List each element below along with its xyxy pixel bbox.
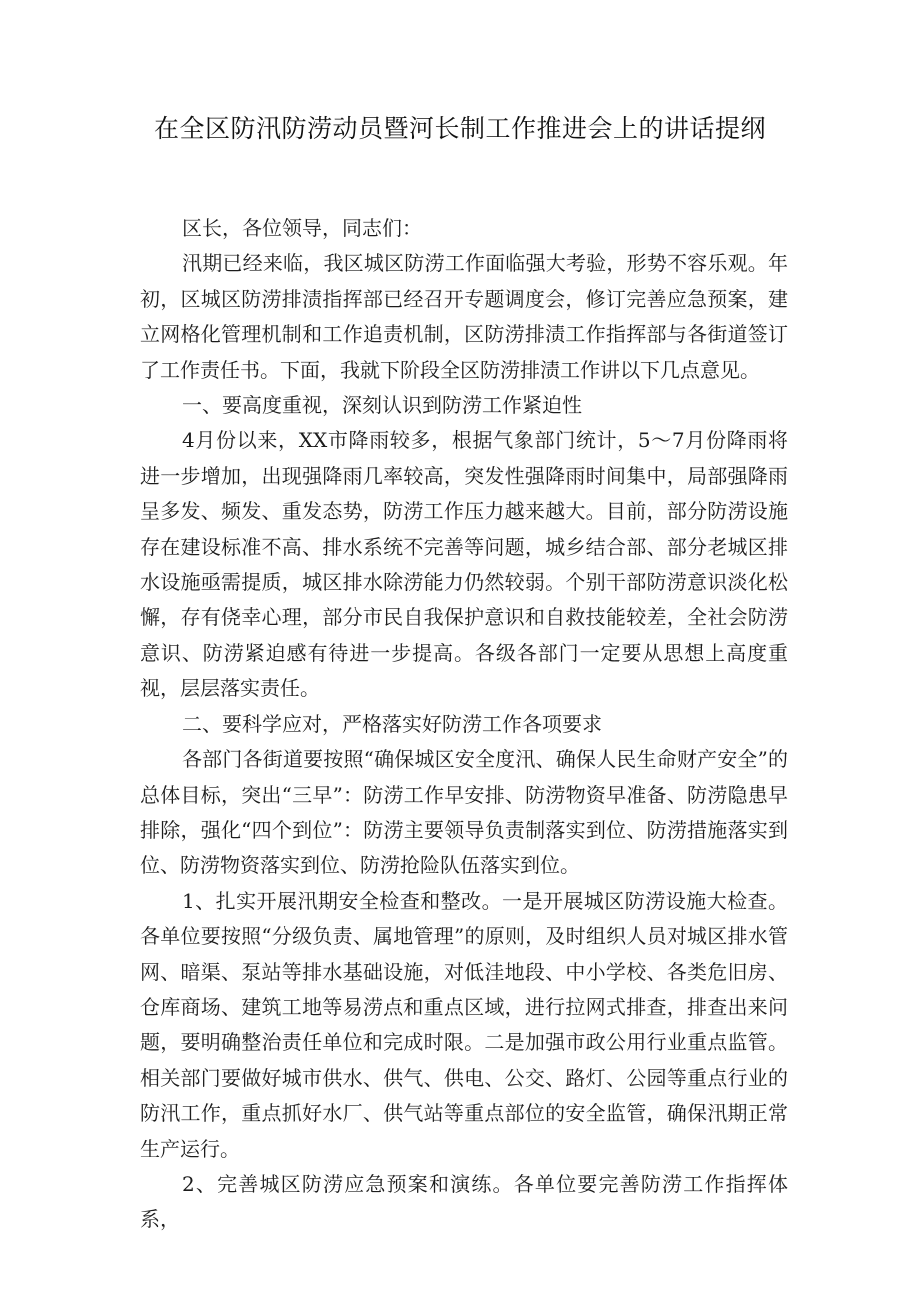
section-2-paragraph: 各部门各街道要按照“确保城区安全度汛、确保人民生命财产安全”的总体目标，突出“三早”：防涝工作早安排、防涝物资早准备、防涝隐患早排除，强化“四个到位”：防涝主要领导负责制落实到位、防涝措施落实到位、防涝物资落实到位、防涝抢险队伍落实到位。 — [140, 747, 788, 878]
section-heading-2: 二、要科学应对，严格落实好防涝工作各项要求 — [182, 711, 602, 736]
item-1-paragraph: 1、扎实开展汛期安全检查和整改。一是开展城区防涝设施大检查。各单位要按照“分级负责、属地管理”的原则，及时组织人员对城区排水管网、暗渠、泵站等排水基础设施，对低洼地段、中小学校、各类危旧房、仓库商场、建筑工地等易涝点和重点区域，进行拉网式排查，排查出来问题，要明确整治责任单位和完成时限。二是加强市政公用行业重点监管。相关部门要做好城市供水、供气、供电、公交、路灯、公园等重点行业的防汛工作，重点抓好水厂、供气站等重点部位的安全监管，确保汛期正常生产运行。 — [140, 888, 788, 1161]
document-body — [140, 211, 788, 1238]
document-title: 在全区防汛防涝动员暨河长制工作推进会上的讲话提纲 — [153, 114, 766, 143]
section-heading-1: 一、要高度重视，深刻认识到防涝工作紧迫性 — [182, 393, 582, 418]
intro-paragraph: 汛期已经来临，我区城区防涝工作面临强大考验，形势不容乐观。年初，区城区防涝排渍指挥部已经召开专题调度会，修订完善应急预案，建立网格化管理机制和工作追责机制，区防涝排渍工作指挥部与各街道签订了工作责任书。下面，我就下阶段全区防涝排渍工作讲以下几点意见。 — [140, 251, 788, 382]
section-1-paragraph: 4月份以来，XX市降雨较多，根据气象部门统计，5～7月份降雨将进一步增加，出现强降雨几率较高，突发性强降雨时间集中，局部强降雨呈多发、频发、重发态势，防涝工作压力越来越大。目前，部分防涝设施存在建设标准不高、排水系统不完善等问题，城乡结合部、部分老城区排水设施亟需提质，城区排水除涝能力仍然较弱。个别干部防涝意识淡化松懈，存有侥幸心理，部分市民自我保护意识和自救技能较差，全社会防涝意识、防涝紧迫感有待进一步提高。各级各部门一定要从思想上高度重视，层层落实责任。 — [140, 428, 788, 701]
item-2-paragraph: 2、完善城区防涝应急预案和演练。各单位要完善防涝工作指挥体系， — [140, 1171, 788, 1232]
greeting-paragraph: 区长，各位领导，同志们： — [182, 216, 422, 240]
